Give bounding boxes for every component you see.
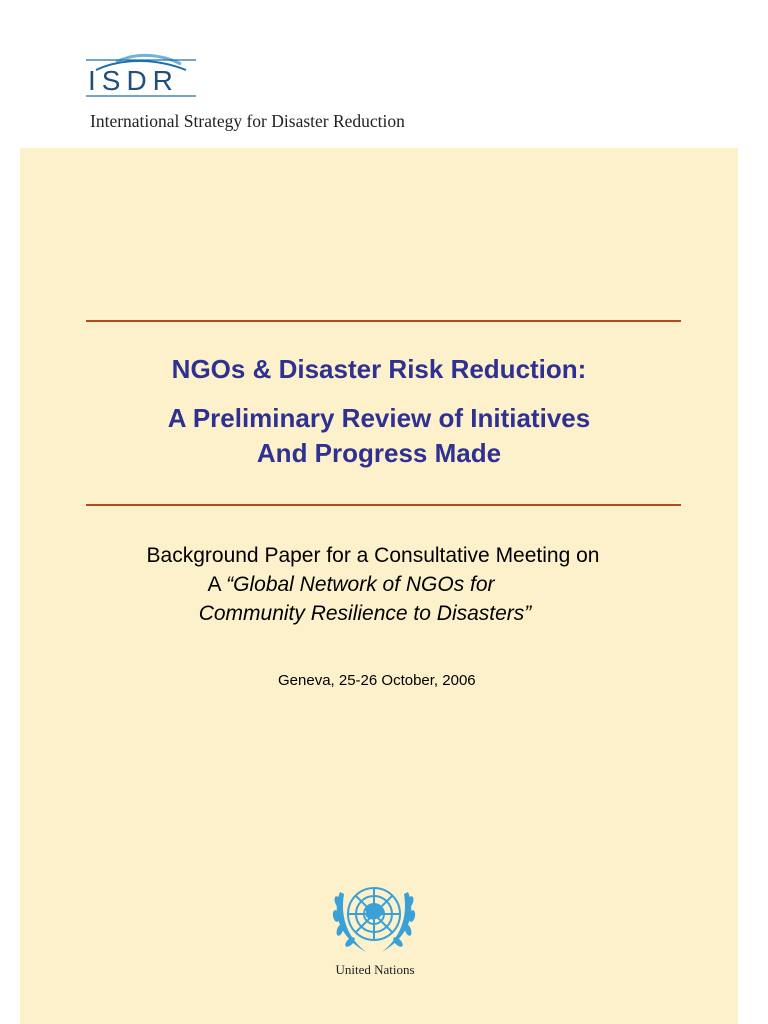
un-emblem-icon bbox=[326, 872, 422, 960]
meeting-date: Geneva, 25-26 October, 2006 bbox=[278, 672, 476, 689]
top-divider bbox=[86, 320, 681, 322]
subtitle-line-2 bbox=[0, 570, 710, 599]
cover-panel bbox=[20, 148, 738, 1024]
title-line-1: NGOs & Disaster Risk Reduction: bbox=[171, 354, 587, 384]
subtitle-prefix: A bbox=[207, 573, 227, 596]
isdr-logo-icon bbox=[86, 50, 206, 102]
subtitle-italic-2: Community Resilience to Disasters” bbox=[198, 602, 532, 625]
subtitle-line-1: Background Paper for a Consultative Meeting on bbox=[146, 544, 600, 567]
organization-name: International Strategy for Disaster Reduction bbox=[90, 111, 405, 131]
subtitle-italic-1: “Global Network of NGOs for bbox=[226, 573, 495, 596]
subtitle-line-3 bbox=[6, 599, 724, 628]
un-label: United Nations bbox=[335, 962, 415, 977]
title-line-3: And Progress Made bbox=[256, 438, 502, 468]
title-line-2: A Preliminary Review of Initiatives bbox=[167, 403, 591, 433]
logo-text: ISDR bbox=[88, 65, 179, 96]
bottom-divider bbox=[86, 504, 681, 506]
